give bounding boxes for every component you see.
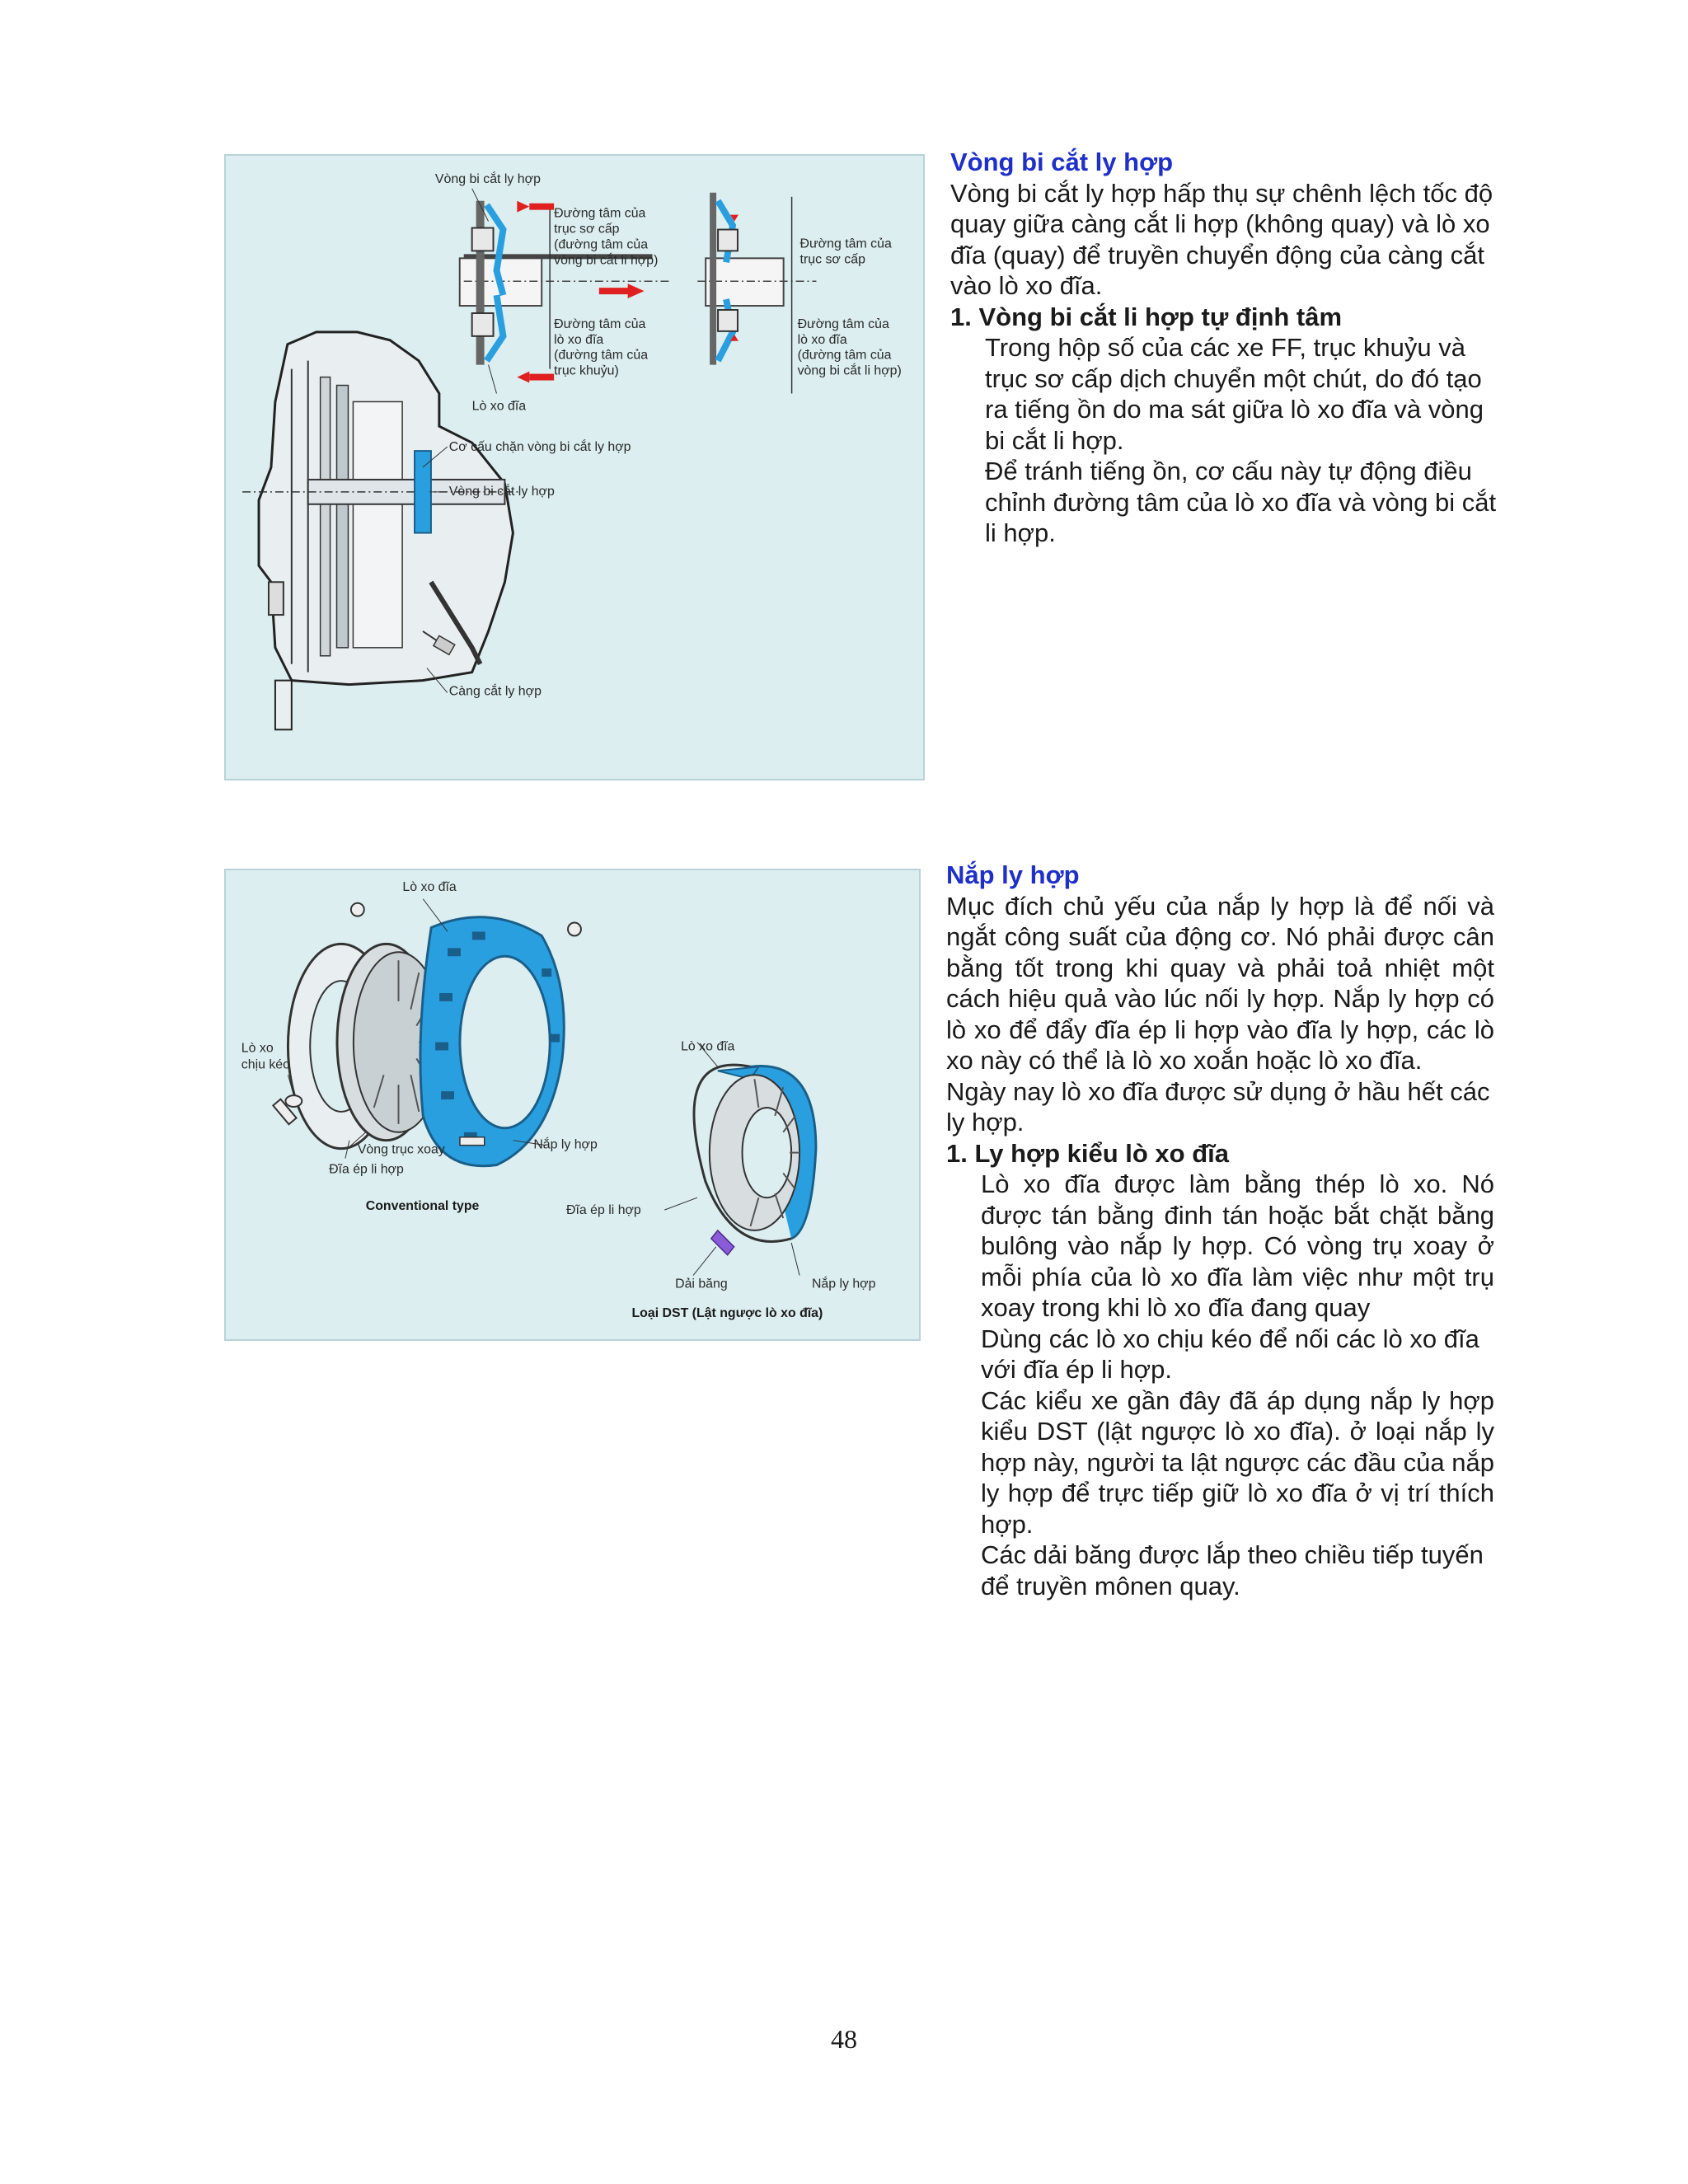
label-right-spring-1: Đường tâm của [797, 316, 889, 331]
label-release-fork: Càng cắt ly hợp [448, 684, 542, 699]
clutch-cover-figure [224, 869, 921, 1341]
label-right-primary-1: Đường tâm của [799, 237, 892, 251]
label-pressure-plate-right: Đĩa ép li hợp [566, 1203, 641, 1218]
label-right-spring-2: lò xo đĩa [797, 332, 847, 347]
item-title-self-centering: 1. Vòng bi cắt li hợp tự định tâm [950, 302, 1343, 331]
release-bearing-section [950, 147, 1503, 549]
label-primary-center-1: Đường tâm của [554, 206, 646, 221]
label-spring-center-4: trục khuỷu) [554, 363, 619, 378]
label-clutch-cover-right: Nắp ly hợp [811, 1277, 876, 1291]
label-strap: Dải băng [675, 1277, 728, 1291]
label-diaphragm-spring-right: Lò xo đĩa [681, 1039, 735, 1054]
label-clutch-cover: Nắp ly hợp [533, 1137, 598, 1152]
label-pressure-plate: Đĩa ép li hợp [329, 1162, 404, 1177]
label-spring-center-3: (đường tâm của [554, 348, 649, 363]
label-right-spring-4: vòng bi cắt li hợp) [797, 363, 902, 378]
section-intro-2-clutch-cover: Ngày nay lò xo đĩa được sử dụng ở hầu hết các ly hợp. [946, 1076, 1490, 1137]
label-spring-center-2: lò xo đĩa [554, 332, 604, 347]
section-intro-clutch-cover: Mục đích chủ yếu của nắp ly hợp là để nối và ngắt công suất của động cơ. Nó phải được cân bằng tốt trong khi quay và phải toả nhiệt một cách hiệu quả vào lúc nối ly hợp. Nắp ly hợp có lò xo để đẩy đĩa ép li hợp vào đĩa ly hợp, các lò xo này có thể là lò xo xoắn hoặc lò xo đĩa. [946, 891, 1494, 1075]
release-bearing-drawing [226, 156, 923, 779]
release-bearing-figure [224, 154, 925, 780]
item-title-diaphragm-clutch: 1. Ly hợp kiểu lò xo đĩa [946, 1138, 1230, 1168]
label-right-primary-2: trục sơ cấp [799, 252, 865, 267]
label-pivot-ring: Vòng trục xoay [357, 1142, 445, 1157]
clutch-cover-section [946, 860, 1494, 1601]
conventional-assembly [273, 903, 581, 1166]
transaxle-cross-section [242, 332, 521, 729]
item-paragraph-diaphragm-2: Dùng các lò xo chịu kéo để nối các lò xo đĩa với đĩa ép li hợp. [981, 1324, 1479, 1384]
label-tension-spring-1: Lò xo [241, 1041, 274, 1056]
label-tension-spring-2: chịu kéo [241, 1057, 290, 1072]
label-release-bearing: Vòng bi cắt ly hợp [434, 171, 541, 186]
section-heading-release-bearing: Vòng bi cắt ly hợp [950, 148, 1174, 176]
page-number: 48 [831, 2024, 857, 2054]
item-paragraph-diaphragm-1: Lò xo đĩa được làm bằng thép lò xo. Nó được tán bằng đinh tán hoặc bắt chặt bằng bulông vào nắp ly hợp. Có vòng trụ xoay ở mỗi phía của lò xo đĩa làm việc như một trụ xoay trong khi lò xo đĩa đang quay [981, 1169, 1494, 1322]
label-conventional-type: Conventional type [365, 1199, 480, 1214]
item-paragraph-diaphragm-4: Các dải băng được lắp theo chiều tiếp tuyến để truyền mônen quay. [981, 1540, 1484, 1601]
item-paragraph-diaphragm-3: Các kiểu xe gần đây đã áp dụng nắp ly hợp kiểu DST (lật ngược lò xo đĩa). ở loại nắp ly hợp này, người ta lật ngược các đầu của nắp ly hợp để trực tiếp giữ lò xo đĩa ở vị trí thích hợp. [981, 1385, 1494, 1539]
label-primary-center-2: trục sơ cấp [554, 222, 620, 237]
label-diaphragm-spring: Lò xo đĩa [471, 399, 527, 414]
label-bearing-stop: Cơ cấu chặn vòng bi cắt ly hợp [448, 440, 631, 455]
label-primary-center-3: (đường tâm của [554, 237, 649, 252]
label-primary-center-4: vòng bi cắt li hợp) [554, 253, 659, 268]
item-paragraph-2: Để tránh tiếng ồn, cơ cấu này tự động điều chỉnh đường tâm của lò xo đĩa và vòng bi cắt li hợp. [985, 457, 1497, 547]
item-paragraph-1: Trong hộp số của các xe FF, trục khuỷu và trục sơ cấp dịch chuyển một chút, do đó tạo ra tiếng ồn do ma sát giữa lò xo đĩa và vòng bi cắt li hợp. [985, 333, 1484, 455]
label-release-bearing-2: Vòng bi cắt ly hợp [448, 484, 555, 499]
section-intro-release-bearing: Vòng bi cắt ly hợp hấp thụ sự chênh lệch tốc độ quay giữa càng cắt li hợp (không quay) và lò xo đĩa (quay) để truyền chuyển động của càng cắt vào lò xo đĩa. [950, 178, 1493, 300]
clutch-cover-drawing [226, 870, 919, 1339]
label-spring-center-1: Đường tâm của [554, 316, 646, 331]
section-heading-clutch-cover: Nắp ly hợp [946, 860, 1080, 889]
dst-assembly [694, 1065, 816, 1255]
label-dst-type: Loại DST (Lật ngược lò xo đĩa) [631, 1306, 823, 1321]
label-diaphragm-spring-top: Lò xo đĩa [402, 879, 457, 894]
label-right-spring-3: (đường tâm của [797, 348, 892, 363]
